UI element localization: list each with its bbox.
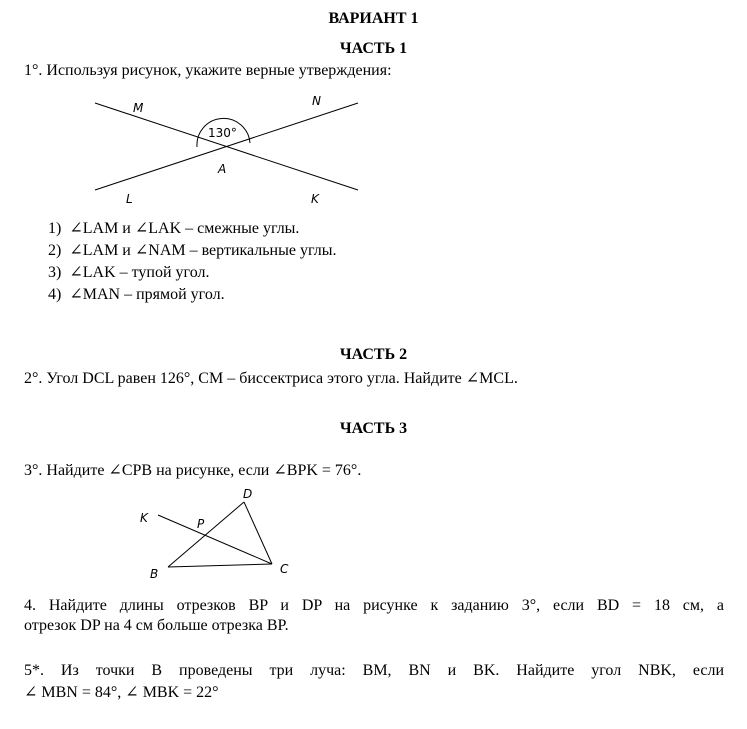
label-d: D [243,487,253,501]
option-1 [48,218,299,238]
option-number: 4) [48,286,62,303]
option-number: 3) [48,264,62,281]
task1-text: 1°. Используя рисунок, укажите верные утверждения: [24,62,392,79]
label-p: P [197,517,205,531]
label-k3: K [140,511,148,525]
task4-line2: отрезок DP на 4 см больше отрезка BP. [24,617,289,634]
option-text: ∠LAM и ∠LAK – смежные углы. [69,220,300,237]
option-number: 1) [48,220,62,237]
option-4 [48,284,225,304]
option-text: ∠LAM и ∠NAM – вертикальные углы. [69,242,337,259]
label-m: M [133,101,144,115]
label-k: K [311,192,319,206]
option-number: 2) [48,242,62,259]
segment-dc [244,502,272,564]
segment-bc [168,564,272,567]
segment-kc [158,515,272,564]
label-a: A [218,162,227,176]
figure-1 [0,85,747,215]
task2-text: 2°. Угол DCL равен 126°, CM – биссектриса этого угла. Найдите ∠MCL. [24,370,518,387]
task5-line2: ∠ MBN = 84°, ∠ MBK = 22° [24,684,219,701]
label-c: C [280,562,289,576]
label-b: B [150,567,159,581]
variant-title: ВАРИАНТ 1 [328,10,419,27]
label-n: N [312,94,321,108]
part2-heading: ЧАСТЬ 2 [339,346,408,363]
option-2 [48,240,336,260]
part1-heading: ЧАСТЬ 1 [339,40,408,57]
figure-3 [0,485,747,585]
segment-bd [168,502,244,567]
part3-heading: ЧАСТЬ 3 [339,420,408,437]
angle-label: 130° [208,126,237,140]
task3-text: 3°. Найдите ∠CPB на рисунке, если ∠BPK = 76°. [24,462,362,479]
option-text: ∠MAN – прямой угол. [69,286,225,303]
option-text: ∠LAK – тупой угол. [69,264,210,281]
task5-line1: 5*. Из точки B проведены три луча: BM, BN и BK. Найдите угол NBK, если [24,662,724,679]
label-l: L [126,192,133,206]
task4-line1: 4. Найдите длины отрезков BP и DP на рисунке к заданию 3°, если BD = 18 см, а [24,597,724,614]
option-3 [48,262,209,282]
